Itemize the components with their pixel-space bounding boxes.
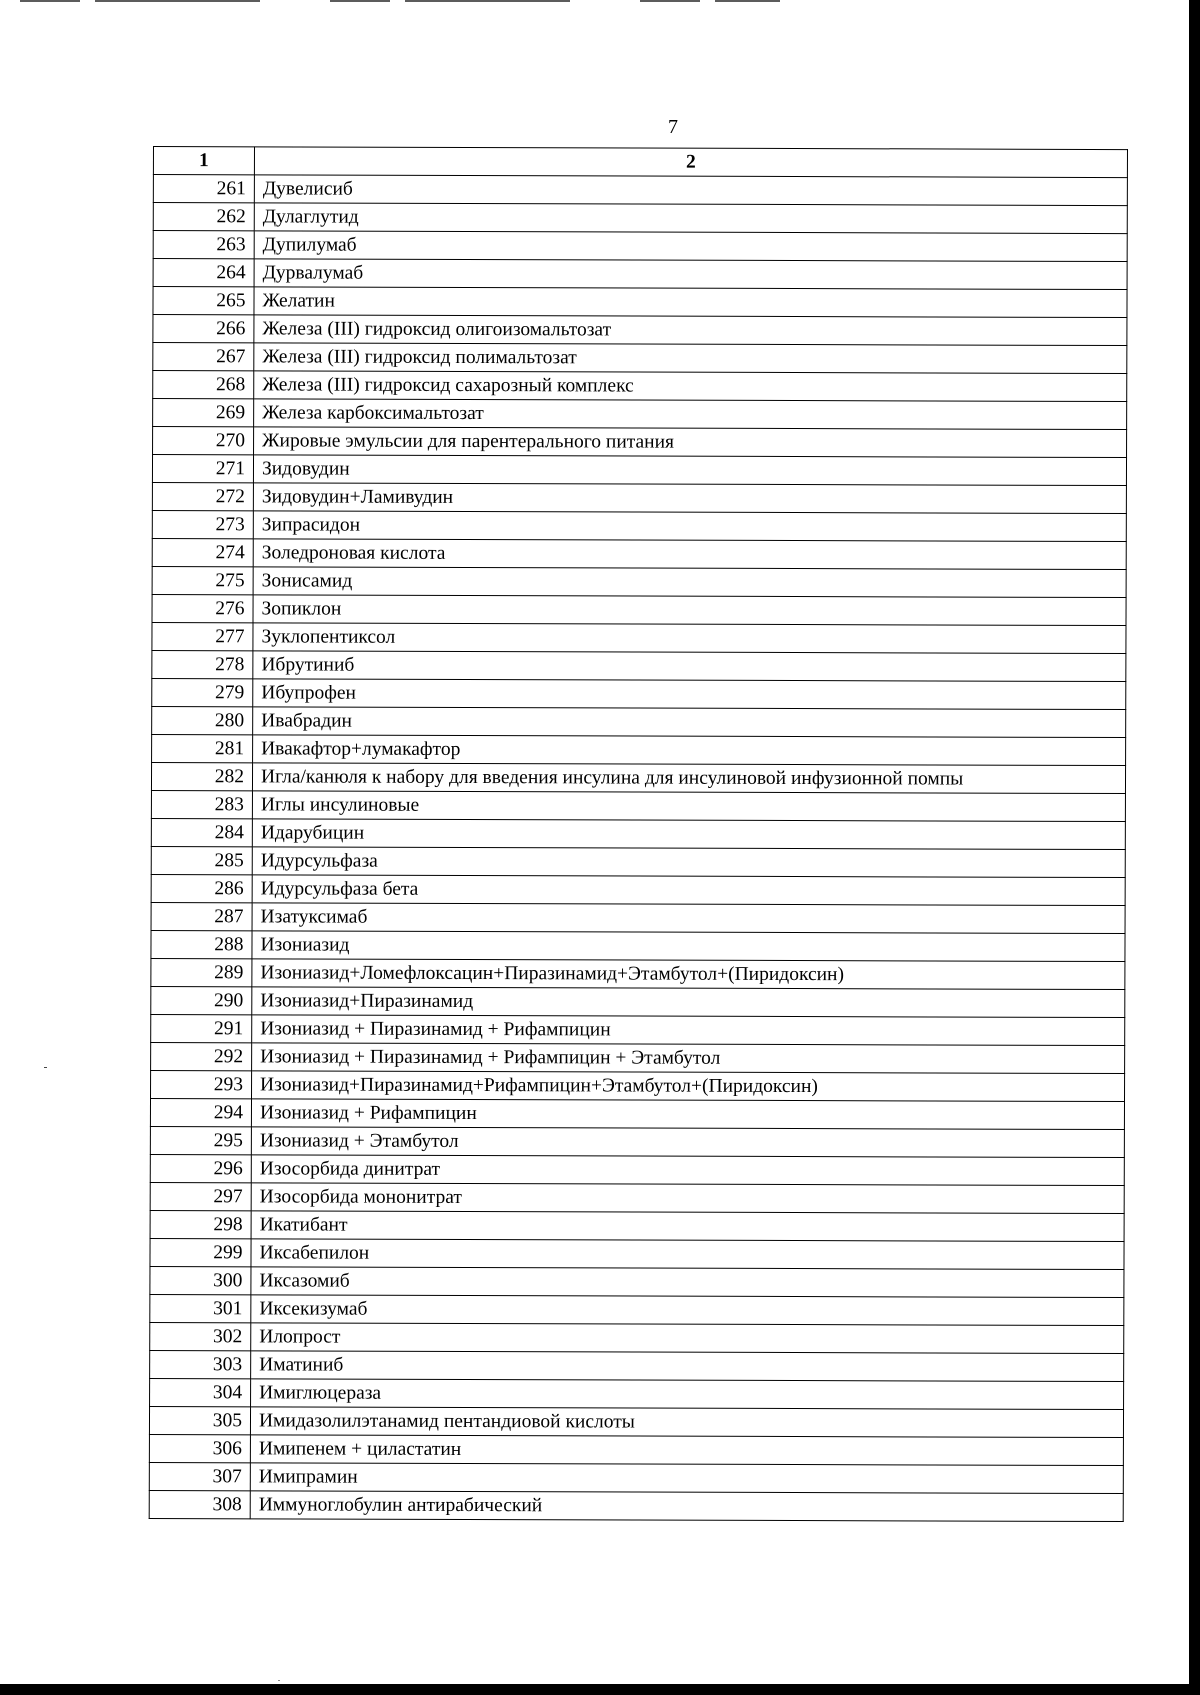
table-row [153, 371, 1127, 402]
table-row [152, 706, 1126, 737]
drug-name-cell: Изониазид+Ломефлоксацин+Пиразинамид+Этамбутол+(Пиридоксин) [252, 959, 1125, 990]
drug-name-cell: Жировые эмульсии для парентерального питания [254, 427, 1127, 458]
table-row [149, 1490, 1123, 1521]
table-row [152, 734, 1126, 765]
drug-name-cell: Зидовудин+Ламивудин [253, 483, 1126, 514]
row-number-cell: 290 [151, 986, 252, 1014]
row-number-cell: 288 [151, 930, 252, 958]
drug-name-cell: Дурвалумаб [254, 259, 1127, 290]
drug-name-cell: Изониазид + Этамбутол [251, 1127, 1124, 1158]
drug-name-cell: Зипрасидон [253, 511, 1126, 542]
table-header-row [153, 147, 1127, 178]
table-row [153, 175, 1127, 206]
table-row [151, 1014, 1125, 1045]
table-row [150, 1350, 1124, 1381]
drug-name-cell: Изониазид + Пиразинамид + Рифампицин [252, 1015, 1125, 1046]
row-number-cell: 270 [153, 427, 254, 455]
drug-name-cell: Изониазид + Пиразинамид + Рифампицин + Этамбутол [252, 1043, 1125, 1074]
drug-name-cell: Изониазид + Рифампицин [251, 1099, 1124, 1130]
row-number-cell: 263 [153, 231, 254, 259]
drug-name-cell: Идурсульфаза [252, 847, 1125, 878]
table-row [153, 203, 1127, 234]
row-number-cell: 275 [152, 566, 253, 594]
row-number-cell: 298 [150, 1210, 251, 1238]
drug-name-cell: Дупилумаб [254, 231, 1127, 262]
table-row [152, 678, 1126, 709]
row-number-cell: 277 [152, 622, 253, 650]
table-row [149, 1406, 1123, 1437]
row-number-cell: 276 [152, 594, 253, 622]
drug-name-cell: Зуклопентиксол [253, 623, 1126, 654]
drug-name-cell: Желатин [254, 287, 1127, 318]
row-number-cell: 303 [150, 1350, 251, 1378]
row-number-cell: 291 [151, 1014, 252, 1042]
drug-name-cell: Ивакафтор+лумакафтор [253, 735, 1126, 766]
drug-name-cell: Изониазид [252, 931, 1125, 962]
drug-name-cell: Имипрамин [250, 1463, 1123, 1494]
table-body [149, 175, 1127, 1522]
table-row [149, 1434, 1123, 1465]
drug-name-cell: Дувелисиб [254, 175, 1127, 206]
drug-name-cell: Зопиклон [253, 595, 1126, 626]
row-number-cell: 307 [149, 1462, 250, 1490]
row-number-cell: 289 [151, 958, 252, 986]
drug-name-cell: Дулаглутид [254, 203, 1127, 234]
scan-artifact-line [20, 0, 780, 2]
table-row [151, 818, 1125, 849]
table-row [151, 790, 1125, 821]
table-row [150, 1294, 1124, 1325]
drug-name-cell: Ивабрадин [253, 707, 1126, 738]
drug-name-cell: Иглы инсулиновые [252, 791, 1125, 822]
row-number-cell: 287 [151, 902, 252, 930]
drug-name-cell: Имидазолилэтанамид пентандиовой кислоты [250, 1407, 1123, 1438]
table-row [149, 1462, 1123, 1493]
drug-name-cell: Имиглюцераза [251, 1379, 1124, 1410]
drug-name-cell: Изониазид+Пиразинамид [252, 987, 1125, 1018]
column-header-number: 1 [153, 147, 254, 175]
drug-name-cell: Изониазид+Пиразинамид+Рифампицин+Этамбутол+(Пиридоксин) [252, 1071, 1125, 1102]
table-row [153, 399, 1127, 430]
drug-name-cell: Идурсульфаза бета [252, 875, 1125, 906]
drug-name-cell: Золедроновая кислота [253, 539, 1126, 570]
table-row [152, 650, 1126, 681]
drug-name-cell: Иксабепилон [251, 1239, 1124, 1270]
drug-name-cell: Железа (III) гидроксид олигоизомальтозат [254, 315, 1127, 346]
table-row [150, 1378, 1124, 1409]
drug-name-cell: Изосорбида мононитрат [251, 1183, 1124, 1214]
row-number-cell: 266 [153, 315, 254, 343]
drug-name-cell: Зонисамид [253, 567, 1126, 598]
drug-name-cell: Иммуноглобулин антирабический [250, 1491, 1123, 1522]
table-row [151, 958, 1125, 989]
table-row [151, 986, 1125, 1017]
page-number: 7 [668, 116, 678, 138]
table-row [152, 482, 1126, 513]
table-row [151, 846, 1125, 877]
drug-name-cell: Изосорбида динитрат [251, 1155, 1124, 1186]
table-row [150, 1098, 1124, 1129]
row-number-cell: 272 [152, 482, 253, 510]
table-row [151, 930, 1125, 961]
row-number-cell: 262 [153, 203, 254, 231]
row-number-cell: 282 [151, 762, 252, 790]
row-number-cell: 278 [152, 650, 253, 678]
drug-list-table [149, 146, 1128, 1522]
table-row [152, 594, 1126, 625]
row-number-cell: 269 [153, 399, 254, 427]
drug-name-cell: Изатуксимаб [252, 903, 1125, 934]
drug-name-cell: Имипенем + циластатин [250, 1435, 1123, 1466]
row-number-cell: 267 [153, 343, 254, 371]
table-row [153, 343, 1127, 374]
row-number-cell: 300 [150, 1266, 251, 1294]
drug-name-cell: Железа карбоксимальтозат [254, 399, 1127, 430]
row-number-cell: 285 [151, 846, 252, 874]
drug-name-cell: Иматиниб [251, 1351, 1124, 1382]
drug-name-cell: Железа (III) гидроксид полимальтозат [254, 343, 1127, 374]
table-row [153, 231, 1127, 262]
row-number-cell: 294 [150, 1098, 251, 1126]
scan-speck [44, 1067, 47, 1068]
table-row [153, 315, 1127, 346]
table-row [153, 259, 1127, 290]
drug-name-cell: Ибупрофен [253, 679, 1126, 710]
drug-name-cell: Иксазомиб [251, 1267, 1124, 1298]
row-number-cell: 286 [151, 874, 252, 902]
table-row [152, 566, 1126, 597]
table-row [150, 1210, 1124, 1241]
row-number-cell: 292 [151, 1042, 252, 1070]
row-number-cell: 265 [153, 287, 254, 315]
row-number-cell: 264 [153, 259, 254, 287]
row-number-cell: 306 [149, 1434, 250, 1462]
table-row [150, 1154, 1124, 1185]
table-row [150, 1322, 1124, 1353]
drug-name-cell: Зидовудин [253, 455, 1126, 486]
table-row [150, 1182, 1124, 1213]
row-number-cell: 299 [150, 1238, 251, 1266]
table-row [152, 622, 1126, 653]
table-row [152, 538, 1126, 569]
row-number-cell: 284 [151, 818, 252, 846]
scan-speck [278, 1680, 280, 1681]
row-number-cell: 304 [150, 1378, 251, 1406]
table-row [151, 1070, 1125, 1101]
table-row [151, 1042, 1125, 1073]
table-row [151, 874, 1125, 905]
table-row [151, 902, 1125, 933]
table-row [153, 287, 1127, 318]
row-number-cell: 301 [150, 1294, 251, 1322]
drug-name-cell: Идарубицин [252, 819, 1125, 850]
table-row [152, 510, 1126, 541]
table-row [150, 1238, 1124, 1269]
row-number-cell: 296 [150, 1154, 251, 1182]
row-number-cell: 308 [149, 1490, 250, 1518]
row-number-cell: 273 [152, 510, 253, 538]
row-number-cell: 271 [152, 455, 253, 483]
row-number-cell: 279 [152, 678, 253, 706]
column-header-name: 2 [254, 147, 1127, 178]
drug-name-cell: Ибрутиниб [253, 651, 1126, 682]
row-number-cell: 297 [150, 1182, 251, 1210]
row-number-cell: 293 [151, 1070, 252, 1098]
row-number-cell: 302 [150, 1322, 251, 1350]
drug-name-cell: Илопрост [251, 1323, 1124, 1354]
table-row [150, 1126, 1124, 1157]
row-number-cell: 274 [152, 538, 253, 566]
drug-name-cell: Железа (III) гидроксид сахарозный комплекс [254, 371, 1127, 402]
row-number-cell: 281 [152, 734, 253, 762]
table-row [153, 427, 1127, 458]
table-row [152, 455, 1126, 486]
row-number-cell: 261 [153, 175, 254, 203]
table-row [150, 1266, 1124, 1297]
row-number-cell: 268 [153, 371, 254, 399]
table-row [151, 762, 1125, 793]
row-number-cell: 283 [151, 790, 252, 818]
row-number-cell: 305 [149, 1406, 250, 1434]
drug-name-cell: Игла/канюля к набору для введения инсулина для инсулиновой инфузионной помпы [252, 763, 1125, 794]
drug-name-cell: Икатибант [251, 1211, 1124, 1242]
row-number-cell: 295 [150, 1126, 251, 1154]
drug-name-cell: Иксекизумаб [251, 1295, 1124, 1326]
row-number-cell: 280 [152, 706, 253, 734]
